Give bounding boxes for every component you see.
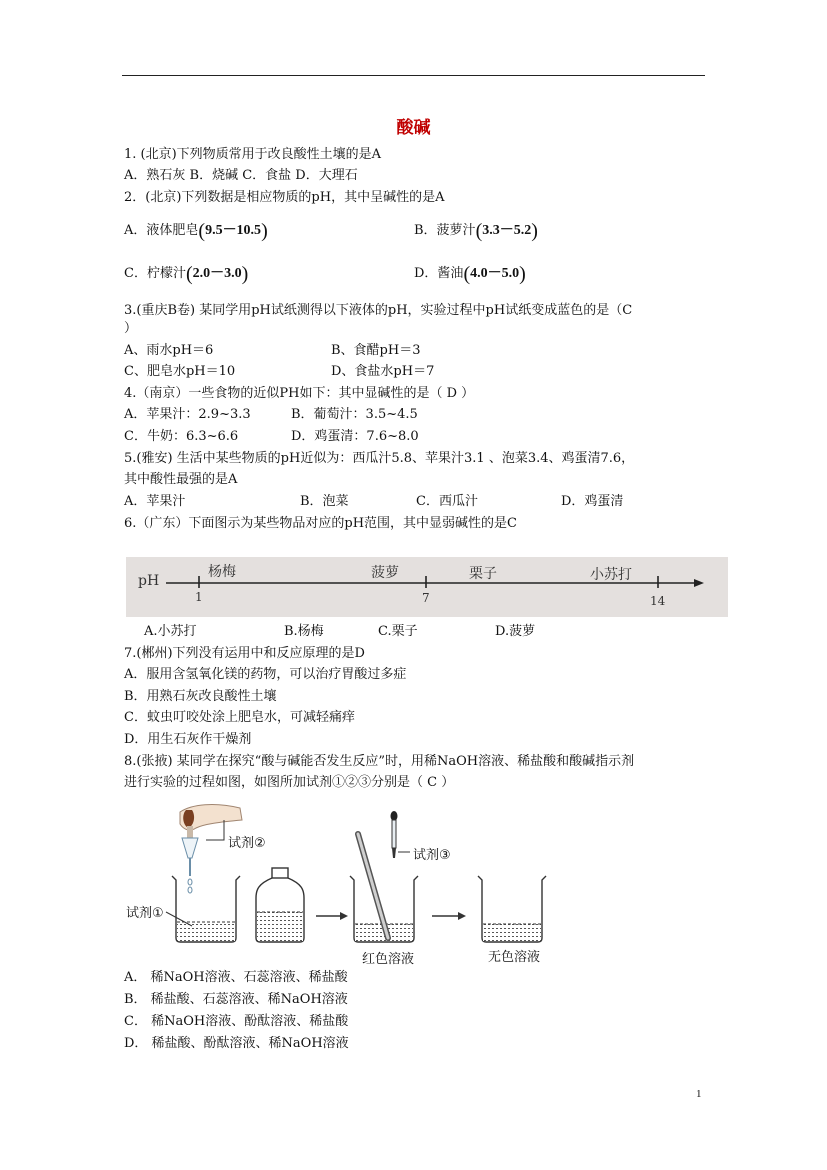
q7-option-c: C．蚊虫叮咬处涂上肥皂水，可减轻痛痒 [124,710,355,725]
q5-stem-line2: 其中酸性最强的是A [124,472,238,487]
q7-option-a: A．服用含氢氧化镁的药物，可以治疗胃酸过多症 [124,667,407,682]
q4-option-c: C．牛奶：6.3~6.6 [124,429,239,444]
ph-item-yangmei: 杨梅 [208,564,236,580]
q4-option-d: D．鸡蛋清：7.6~8.0 [291,429,419,444]
q2-option-b-label: B．菠萝汁 [414,223,476,238]
q2-option-c-value: (2.0－3.0) [185,263,249,285]
q3-option-d: D、食盐水pH＝7 [331,364,435,379]
glass-rod-icon [358,834,388,938]
q5-option-b: B．泡菜 [300,494,349,509]
beaker-1 [172,876,240,942]
q3-stem-line2: ） [124,321,138,336]
reagent-2-label: 试剂② [228,836,266,851]
arrow-icon [316,912,348,920]
q5-option-d: D．鸡蛋清 [561,494,624,509]
q6-option-b: B.杨梅 [284,624,324,639]
header-rule [122,75,705,76]
beaker-colorless-solution [478,876,546,942]
q7-stem: 7.(郴州)下列没有运用中和反应原理的是D [124,646,365,661]
q2-stem: 2．(北京)下列数据是相应物质的pH，其中呈碱性的是A [124,190,445,205]
q2-option-a-label: A．液体肥皂 [124,223,199,238]
dropper-icon [391,811,398,858]
ph-axis-label: pH [138,573,160,589]
reagent-1-label: 试剂① [126,906,164,921]
reagent-3-label: 试剂③ [413,848,451,863]
q8-option-c: C． 稀NaOH溶液、酚酞溶液、稀盐酸 [124,1014,349,1029]
q7-option-d: D．用生石灰作干燥剂 [124,732,252,747]
q8-option-d: D． 稀盐酸、酚酞溶液、稀NaOH溶液 [124,1036,349,1051]
ph-tick-1: 1 [195,590,203,604]
red-solution-label: 红色溶液 [362,952,415,967]
q3-option-a: A、雨水pH＝6 [124,343,214,358]
q2-option-b [414,222,538,240]
ph-item-xiaosuda: 小苏打 [590,567,632,583]
q1-options: A．熟石灰 B．烧碱 C．食盐 D．大理石 [124,168,358,183]
q2-option-d [414,265,526,283]
q2-option-d-label: D．酱油 [414,266,464,281]
q4-option-b: B．葡萄汁：3.5~4.5 [291,407,418,422]
colorless-solution-label: 无色溶液 [488,950,541,965]
q4-option-a: A．苹果汁：2.9~3.3 [124,407,251,422]
q3-option-c: C、肥皂水pH＝10 [124,364,236,379]
q5-stem-line1: 5.(雅安) 生活中某些物质的pH近似为：西瓜汁5.8、苹果汁3.1 、泡菜3.4、鸡蛋清7.6， [124,451,635,466]
q4-stem: 4.（南京）一些食物的近似PH如下：其中显碱性的是（ D ） [124,386,475,401]
ph-tick-7: 7 [422,591,430,605]
q3-stem-line1: 3.(重庆B卷) 某同学用pH试纸测得以下液体的pH，实验过程中pH试纸变成蓝色的是（C [124,303,633,318]
ph-tick-14: 14 [650,594,666,608]
q8-stem-line1: 8.(张掖) 某同学在探究“酸与碱能否发生反应”时，用稀NaOH溶液、稀盐酸和酸碱指示剂 [124,754,635,769]
q5-option-a: A．苹果汁 [124,494,186,509]
q1-stem: 1. (北京)下列物质常用于改良酸性土壤的是A [124,147,382,162]
q6-stem: 6.（广东）下面图示为某些物品对应的pH范围，其中显弱碱性的是C [124,516,518,531]
page-title: 酸碱 [396,118,431,138]
q2-option-b-value: (3.3－5.2) [475,220,538,242]
ph-scale-figure [126,557,728,617]
q6-option-a: A.小苏打 [144,624,197,639]
q6-option-d: D.菠萝 [495,624,536,639]
ph-item-boluo: 菠萝 [371,565,399,581]
q8-option-b: B． 稀盐酸、石蕊溶液、稀NaOH溶液 [124,992,348,1007]
experiment-figure [120,800,580,970]
reagent-bottle [256,868,304,942]
q2-option-c-label: C．柠檬汁 [124,266,186,281]
arrow-icon [432,912,466,920]
q7-option-b: B．用熟石灰改良酸性土壤 [124,689,277,704]
q2-option-a-value: (9.5－10.5) [198,220,268,242]
q3-option-b: B、食醋pH＝3 [331,343,421,358]
ph-item-lizi: 栗子 [469,566,497,582]
q2-option-a [124,222,268,240]
q8-stem-line2: 进行实验的过程如图，如图所加试剂①②③分别是（ C ） [124,775,455,790]
q6-option-c: C.栗子 [378,624,418,639]
page-number: 1 [696,1088,702,1100]
q2-option-c [124,265,248,283]
q8-option-a: A． 稀NaOH溶液、石蕊溶液、稀盐酸 [124,970,348,985]
q5-option-c: C．西瓜汁 [416,494,478,509]
q2-option-d-value: (4.0－5.0) [463,263,526,285]
